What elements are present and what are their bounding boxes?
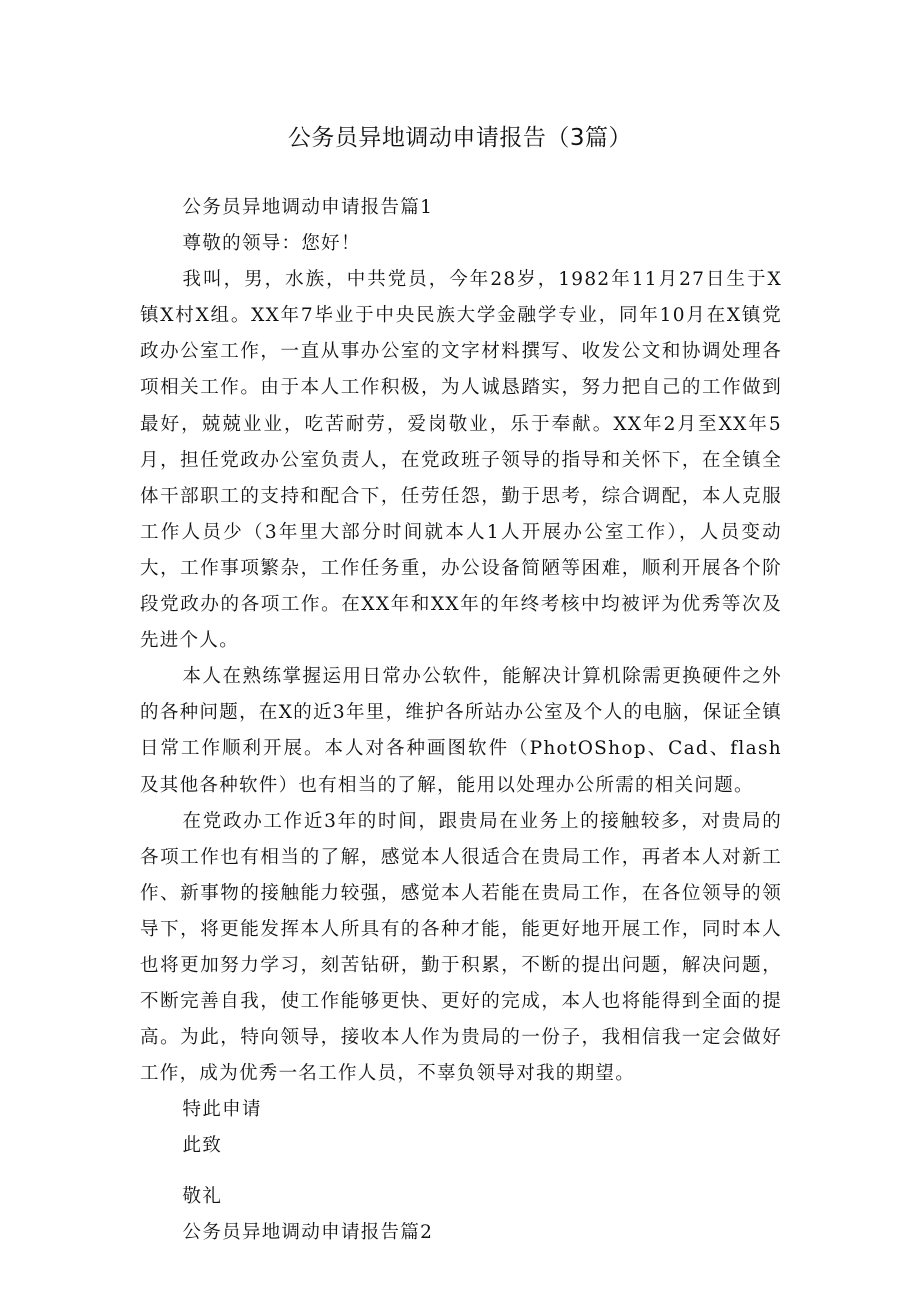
section-2-heading: 公务员异地调动申请报告篇2	[182, 1221, 434, 1243]
paragraph-3: 在党政办工作近3年的时间，跟贵局在业务上的接触较多，对贵局的各项工作也有相当的了解，感觉本人很适合在贵局工作，再者本人对新工作、新事物的接触能力较强，感觉本人若能在贵局工作，在各位领导的领导下，将更能发挥本人所具有的各种才能，能更好地开展工作，同时本人也将更加努力学习，刻苦钻研，勤于积累，不断的提出问题，解决问题，不断完善自我，使工作能够更快、更好的完成，本人也将能得到全面的提高。为此，特向领导，接收本人作为贵局的一份子，我相信我一定会做好工作，成为优秀一名工作人员，不辜负领导对我的期望。	[140, 810, 782, 1085]
document-body	[140, 190, 782, 1251]
paragraph-1: 我叫，男，水族，中共党员，今年28岁，1982年11月27日生于X镇X村X组。XX年7毕业于中央民族大学金融学专业，同年10月在X镇党政办公室工作，一直从事办公室的文字材料撰写、收发公文和协调处理各项相关工作。由于本人工作积极，为人诚恳踏实，努力把自己的工作做到最好，兢兢业业，吃苦耐劳，爱岗敬业，乐于奉献。XX年2月至XX年5月，担任党政办公室负责人，在党政班子领导的指导和关怀下，在全镇全体干部职工的支持和配合下，任劳任怨，勤于思考，综合调配，本人克服工作人员少（3年里大部分时间就本人1人开展办公室工作），人员变动大，工作事项繁杂，工作任务重，办公设备简陋等困难，顺利开展各个阶段党政办的各项工作。在XX年和XX年的年终考核中均被评为优秀等次及先进个人。	[140, 269, 782, 652]
closing-request: 特此申请	[182, 1099, 262, 1121]
section-1-heading: 公务员异地调动申请报告篇1	[182, 197, 434, 218]
closing-jingli: 敬礼	[182, 1185, 223, 1207]
paragraph-2: 本人在熟练掌握运用日常办公软件，能解决计算机除需更换硬件之外的各种问题，在X的近3年里，维护各所站办公室及个人的电脑，保证全镇日常工作顺利开展。本人对各种画图软件（PhotOShop、Cad、flash及其他各种软件）也有相当的了解，能用以处理办公所需的相关问题。	[140, 666, 782, 796]
document-title: 公务员异地调动申请报告（3篇）	[287, 125, 633, 151]
closing-zhi: 此致	[182, 1135, 223, 1157]
greeting: 尊敬的领导：您好！	[182, 233, 361, 255]
